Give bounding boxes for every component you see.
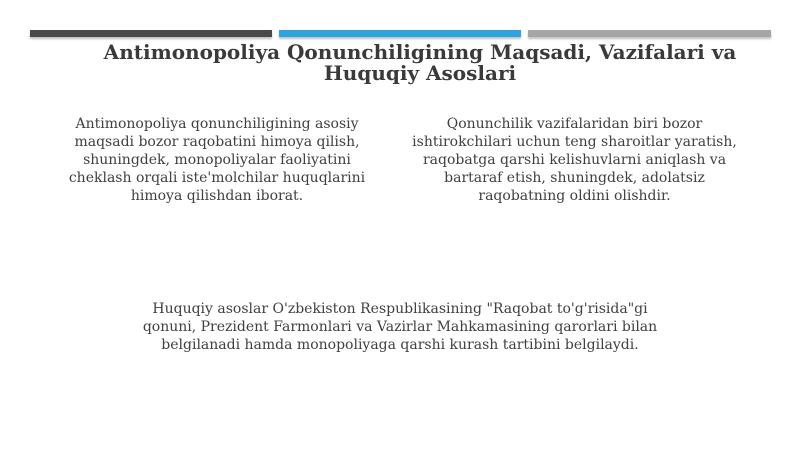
paragraph-legal-basis: Huquqiy asoslar O'zbekiston Respublikasining "Raqobat to'g'risida"gi qonuni, Prezident Farmonlari va Vazirlar Mahkamasining qarorlari bilan belgilanadi hamda monopoliyaga qarshi kurash tartibini belgilaydi. bbox=[142, 301, 658, 353]
slide-title: Antimonopoliya Qonunchiligining Maqsadi, Vazifalari va Huquqiy Asoslari bbox=[103, 40, 737, 85]
accent-bar-blue bbox=[279, 30, 521, 37]
paragraph-tasks: Qonunchilik vazifalaridan biri bozor ishtirokchilari uchun teng sharoitlar yaratish, raqobatga qarshi kelishuvlarni aniqlash va bartaraf etish, shuningdek, adolatsiz raqobatning oldini olishdir. bbox=[412, 116, 737, 204]
accent-bar-gray bbox=[528, 30, 771, 37]
accent-bar-dark bbox=[30, 30, 272, 37]
paragraph-goal: Antimonopoliya qonunchiligining asosiy maqsadi bozor raqobatini himoya qilish, shuningdek, monopoliyalar faoliyatini cheklash orqali iste'molchilar huquqlarini himoya qilishdan iborat. bbox=[68, 116, 366, 204]
